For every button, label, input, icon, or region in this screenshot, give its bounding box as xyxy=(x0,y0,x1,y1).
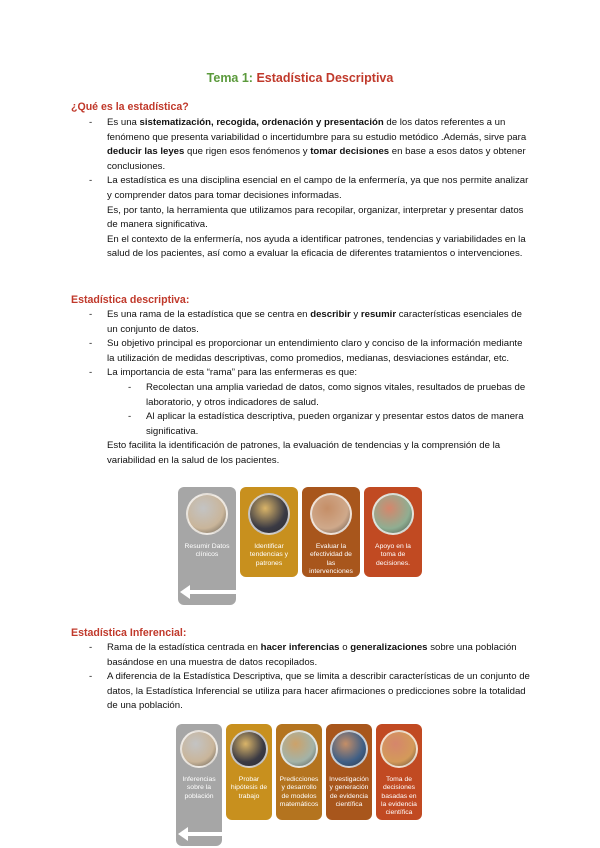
virus-photo-icon xyxy=(248,493,290,535)
diagram2-card-3 xyxy=(276,724,322,820)
diagram2-card-2-label: Probar hipótesis de trabajo xyxy=(230,776,268,800)
sunrise-photo-icon xyxy=(380,730,418,768)
diagram2-card-4 xyxy=(326,724,372,820)
arrow-left-icon xyxy=(178,827,188,841)
section-descriptiva-body xyxy=(71,308,531,469)
paragraph-facilitates: Esto facilita la identificación de patrones, la evaluación de tendencias y la comprensión de la variabilidad en la salud de los pacientes. xyxy=(107,440,501,466)
title-main: Estadística Descriptiva xyxy=(256,71,394,85)
diagram2-card-5-label: Toma de decisiones basadas en la evidencia científica xyxy=(381,776,417,817)
bullet-nursing: - La estadística es una disciplina esencial en el campo de la enfermería, ya que nos permite analizar y comprender datos para tomar decisiones informadas. xyxy=(89,175,529,201)
diagram2-card-3-label: Predicciones y desarrollo de modelos matemáticos xyxy=(279,776,319,808)
section-heading-que-es: ¿Qué es la estadística? xyxy=(71,101,189,113)
diagram1-card-3-label: Evaluar la efectividad de las intervenciones xyxy=(309,543,353,575)
diagram1-card-1-label: Resumir Datos clínicos xyxy=(184,543,230,559)
lab-photo-icon xyxy=(280,730,318,768)
bullet-difference: - A diferencia de la Estadística Descriptiva, que se limita a describir características de un conjunto de datos, la Estadística Inferencial se utiliza para hacer afirmaciones o predicciones sobre la totalidad de una población. xyxy=(89,671,530,712)
team-photo-icon xyxy=(372,493,414,535)
subbullet-apply: - Al aplicar la estadística descriptiva, pueden organizar y presentar estos datos de manera significativa. xyxy=(128,411,524,437)
doctor-photo-icon xyxy=(180,730,218,768)
diagram2-card-4-label: Investigación y generación de evidencia científica xyxy=(329,776,369,808)
section-que-es-body xyxy=(71,116,531,262)
bullet-branch: - Es una rama de la estadística que se centra en describir y resumir características esenciales de un conjunto de datos. xyxy=(89,309,522,335)
title-prefix: Tema 1: xyxy=(206,71,257,85)
section-inferencial-body xyxy=(71,641,531,714)
diagram1-card-4-label: Apoyo en la toma de decisiones. xyxy=(375,543,411,567)
arrow-left-icon xyxy=(180,585,190,599)
arrow-right-icon xyxy=(412,827,422,841)
body-photo-icon xyxy=(310,493,352,535)
dna-photo-icon xyxy=(330,730,368,768)
bullet-objective: - Su objetivo principal es proporcionar un entendimiento claro y conciso de la información mediante la utilización de medidas descriptivas, como promedios, medianas, desviaciones estándar, etc. xyxy=(89,338,523,364)
diagram2-double-arrow xyxy=(184,832,414,836)
document-title xyxy=(0,71,600,85)
diagram1-double-arrow xyxy=(186,590,412,594)
diagram2-card-5 xyxy=(376,724,422,820)
arrow-right-icon xyxy=(410,585,420,599)
inferential-uses-diagram xyxy=(176,724,422,846)
paragraph-tool: Es, por tanto, la herramienta que utilizamos para recopilar, organizar, interpretar y presentar datos de manera significativa. xyxy=(107,204,524,231)
paragraph-context: En el contexto de la enfermería, nos ayuda a identificar patrones, tendencias y variabilidades en la salud de los pacientes, así como a evaluar la eficacia de diferentes tratamientos o intervenciones. xyxy=(107,233,526,260)
diagram1-card-2-label: Identificar tendencias y patrones xyxy=(249,543,289,567)
virus-photo-icon xyxy=(230,730,268,768)
diagram2-card-2 xyxy=(226,724,272,820)
doctor-photo-icon xyxy=(186,493,228,535)
diagram2-card-1-label: Inferencias sobre la población xyxy=(182,776,216,800)
bullet-inference: - Rama de la estadística centrada en hacer inferencias o generalizaciones sobre una población basándose en una muestra de datos recopilados. xyxy=(89,642,517,668)
diagram1-card-4 xyxy=(364,487,422,577)
section-heading-descriptiva: Estadística descriptiva: xyxy=(71,294,190,306)
bullet-importance: - La importancia de esta “rama” para las enfermeras es que: xyxy=(89,367,358,379)
section-heading-inferencial: Estadística Inferencial: xyxy=(71,627,187,639)
descriptive-uses-diagram xyxy=(178,487,422,605)
bullet-definition: - Es una sistematización, recogida, ordenación y presentación de los datos referentes a un fenómeno que presenta variabilidad o incertidumbre para su estudio metódico .Además, sirve para deducir las leyes que rigen esos fenómenos y tomar decisiones en base a esos datos y obtener conclusiones. xyxy=(89,117,527,172)
subbullet-collect: - Recolectan una amplia variedad de datos, como signos vitales, resultados de pruebas de laboratorio, y otros indicadores de salud. xyxy=(128,381,526,408)
diagram1-card-3 xyxy=(302,487,360,577)
diagram1-card-2 xyxy=(240,487,298,577)
